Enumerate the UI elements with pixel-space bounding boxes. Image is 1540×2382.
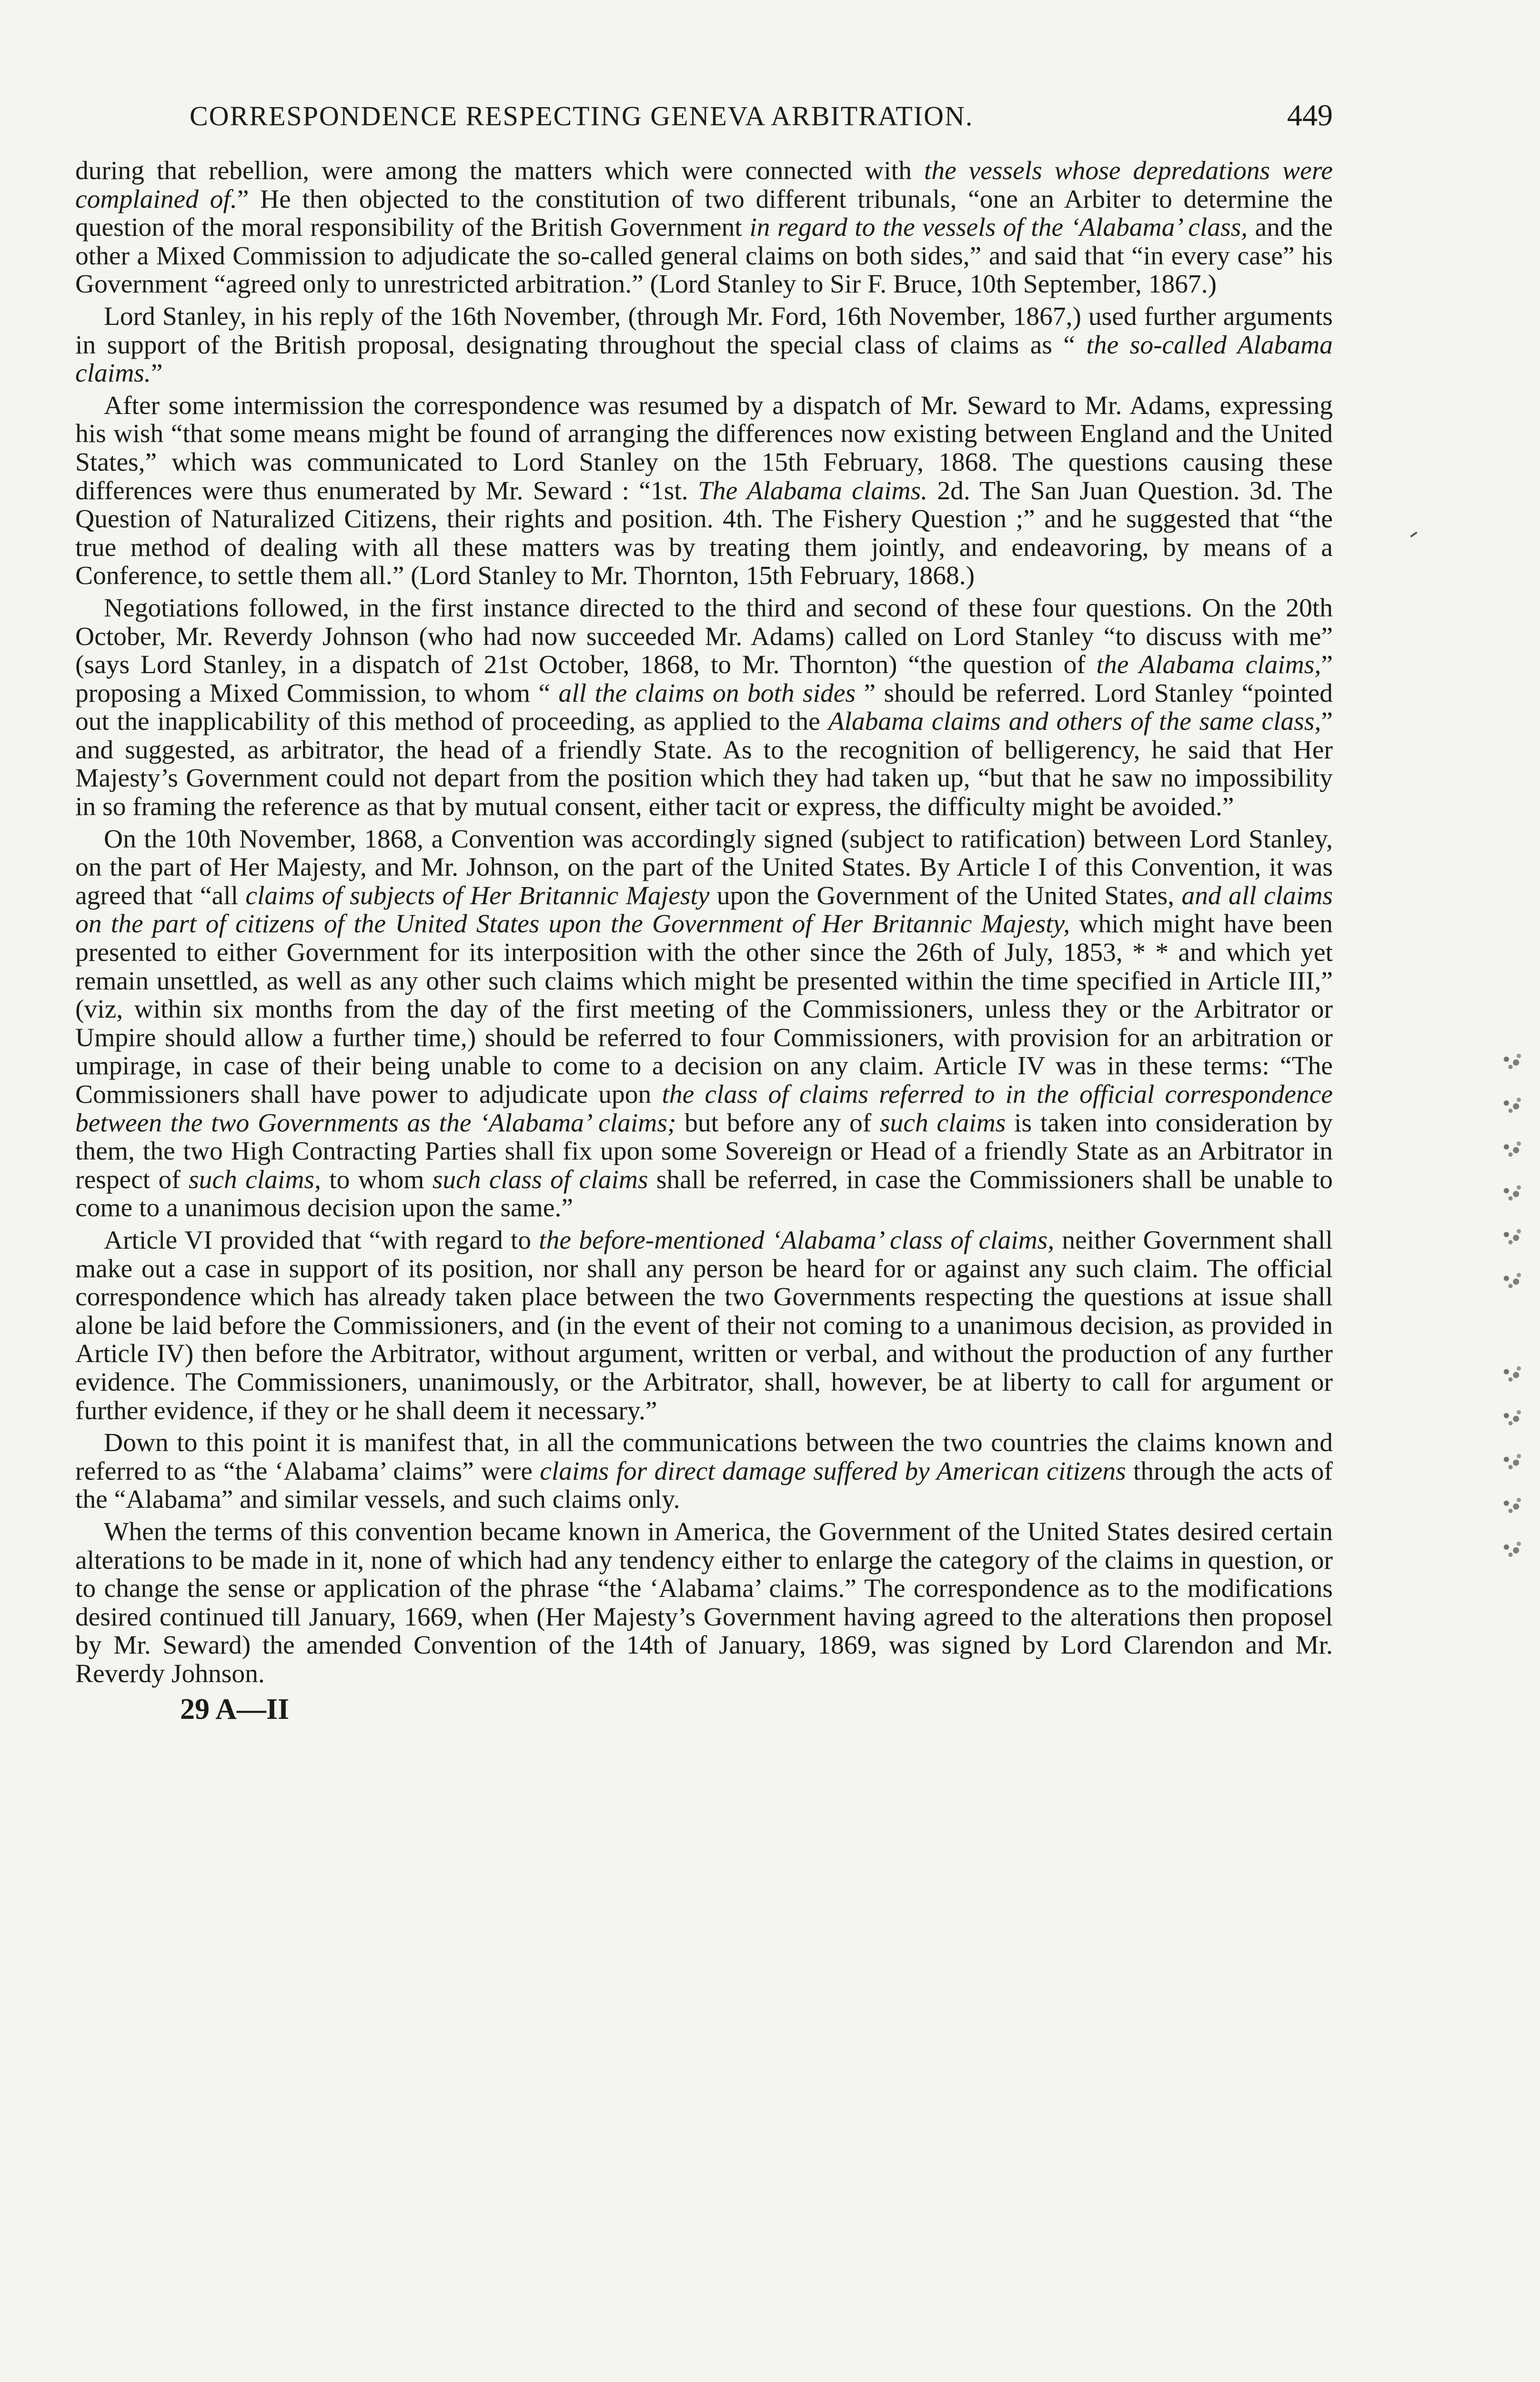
italic-run: the Alabama claims, [1096, 650, 1321, 680]
text-run: Lord Stanley, in his reply of the 16th November, (through Mr. Ford, 16th November, 1867,) used further arguments in support of the British proposal, designating throughout the special class of claims as “ [75, 302, 1333, 360]
italic-run: claims of subjects of Her Britannic Majesty [245, 881, 710, 910]
paragraph [75, 594, 1333, 821]
text-run: through the acts of the “Alabama” and similar vessels, and such claims only. [75, 1456, 1333, 1514]
text-run: is taken into consideration by them, the two High Contracting Parties shall fix upon some Sovereign or Head of a friendly State as an Arbitrator in respect of [75, 1108, 1333, 1194]
paragraph [75, 392, 1333, 590]
italic-run: all the claims on both sides [558, 678, 856, 708]
italic-run: the so-called Alabama claims. [75, 330, 1333, 388]
text-run: shall be referred, in case the Commissioners shall be unable to come to a unanimous decision upon the same.” [75, 1165, 1333, 1223]
italic-run: The Alabama claims. [697, 476, 928, 505]
paragraph [75, 1429, 1333, 1514]
paragraph [75, 1518, 1333, 1688]
italic-run: such claims [880, 1108, 1006, 1138]
text-run: On the 10th November, 1868, a Convention was accordingly signed (subject to ratification) between Lord Stanley, on the part of Her Majesty, and Mr. Johnson, on the part of the United States. By Article I of this Convention, it was agreed that “all [75, 824, 1333, 910]
text-run: ” should be referred. Lord Stanley “pointed out the inapplicability of this method of proceeding, as applied to the [75, 678, 1333, 737]
text-run: which might have been presented to either Government for its interposition with the other since the 26th of July, 1853, * * and which yet remain unsettled, as well as any other such claims which might be presented within the time specified in Article III,” (viz, within six months from the day of the first meeting of the Commissioners, unless they or the Arbitrator or Umpire should allow a further time,) should be referred to four Commissioners, with provision for an arbitration or umpirage, in case of their being unable to come to a decision on any claim. Article IV was in these terms: “The Commissioners shall have power to adjudicate upon [75, 909, 1333, 1109]
text-run: After some intermission the correspondence was resumed by a dispatch of Mr. Seward to Mr. Adams, expressing his wish “that some means might be found of arranging the differences now existing between England and the United States,” which was communicated to Lord Stanley on the 15th February, 1868. The questions causing these differences were thus enumerated by Mr. Seward : “1st. [75, 391, 1333, 505]
italic-run: and all claims on the part of citizens of the United States upon the Government of Her Britannic Majesty, [75, 881, 1333, 939]
paragraph [75, 157, 1333, 299]
text-run: ” He then objected to the constitution of two different tribunals, “one an Arbiter to determine the question of the moral responsibility of the British Government [75, 184, 1333, 242]
margin-smudge [1498, 1094, 1526, 1116]
text-run: Negotiations followed, in the first instance directed to the third and second of these four questions. On the 20th October, Mr. Reverdy Johnson (who had now succeeded Mr. Adams) called on Lord Stanley “to discuss with me” (says Lord Stanley, in a dispatch of 21st October, 1868, to Mr. Thornton) “the question of [75, 593, 1333, 680]
paragraph [75, 303, 1333, 388]
paragraph [75, 825, 1333, 1222]
italic-run: the class of claims referred to in the official correspondence between the two Governments as the ‘Alabama’ claims; [75, 1080, 1333, 1138]
signature-mark: 29 A—II [180, 1693, 290, 1726]
page-number: 449 [1287, 98, 1333, 132]
margin-smudge [1498, 1050, 1526, 1072]
text-run: to whom [321, 1165, 433, 1194]
paragraph [75, 1226, 1333, 1425]
margin-smudges [1498, 1050, 1531, 1582]
italic-run: such claims, [189, 1165, 321, 1194]
running-title: CORRESPONDENCE RESPECTING GENEVA ARBITRATION. [190, 101, 974, 131]
margin-smudge [1498, 1182, 1526, 1204]
margin-smudge [1498, 1451, 1526, 1473]
margin-smudge [1498, 1226, 1526, 1248]
text-run: ” [151, 359, 163, 388]
text-run: during that rebellion, were among the matters which were connected with [75, 156, 924, 185]
margin-smudge [1498, 1407, 1526, 1429]
text-run: ” proposing a Mixed Commission, to whom “ [75, 650, 1333, 708]
italic-run: Alabama claims and others of the same class, [828, 707, 1321, 737]
margin-smudge [1498, 1363, 1526, 1385]
margin-smudge [1498, 1538, 1526, 1560]
italic-run: such class of claims [432, 1165, 648, 1194]
text-run: neither Government shall make out a case in support of its position, nor shall any person be heard for or against any such claim. The official correspondence which has already taken place between the two Governments respecting the questions at issue shall alone be laid before the Commissioners, and (in the event of their not coming to a unanimous decision, as provided in Article IV) then before the Arbitrator, without argument, written or verbal, and without the production of any further evidence. The Commissioners, unanimously, or the Arbitrator, shall, however, be at liberty to call for argument or further evidence, if they or he shall deem it necessary.” [75, 1225, 1333, 1425]
italic-run: the before-mentioned ‘Alabama’ class of claims, [539, 1225, 1055, 1255]
text-run: ” and suggested, as arbitrator, the head of a friendly State. As to the recognition of belligerency, he said that Her Majesty’s Government could not depart from the position which they had taken up, “but that he saw no impossibility in so framing the reference as that by mutual consent, either tacit or express, the difficulty might be avoided.” [75, 707, 1333, 822]
margin-smudge [1498, 1270, 1526, 1292]
body-text [75, 157, 1333, 1688]
text-run: Down to this point it is manifest that, in all the communications between the two countries the claims known and referred to as “the ‘Alabama’ claims” were [75, 1428, 1333, 1486]
text-run: When the terms of this convention became known in America, the Government of the United States desired certain alterations to be made in it, none of which had any tendency either to enlarge the category of the claims in question, or to change the sense or application of the phrase “the ‘Alabama’ claims.” The correspondence as to the modifications desired continued till January, 1669, when (Her Majesty’s Government having agreed to the alterations then proposel by Mr. Seward) the amended Convention of the 14th of January, 1869, was signed by Lord Clarendon and Mr. Reverdy Johnson. [75, 1517, 1333, 1688]
text-run: and the other a Mixed Commission to adjudicate the so-called general claims on both sides,” and said that “in every case” his Government “agreed only to unrestricted arbitration.” (Lord Stanley to Sir F. Bruce, 10th September, 1867.) [75, 213, 1333, 299]
document-page [75, 98, 1333, 1726]
text-run: but before any of [676, 1108, 880, 1138]
margin-smudge [1498, 1138, 1526, 1160]
italic-run: claims for direct damage suffered by American citizens [540, 1456, 1126, 1486]
text-run: upon the Government of the United States, [709, 881, 1182, 910]
stray-mark [1410, 532, 1417, 537]
italic-run: in regard to the vessels of the ‘Alabama’ class, [749, 213, 1248, 242]
margin-smudge [1498, 1494, 1526, 1516]
text-run: Article VI provided that “with regard to [104, 1225, 539, 1255]
running-header [75, 98, 1333, 133]
text-run: 2d. The San Juan Question. 3d. The Question of Naturalized Citizens, their rights and position. 4th. The Fishery Question ;” and he suggested that “the true method of dealing with all these matters was by treating them jointly, and endeavoring, by means of a Conference, to settle them all.” (Lord Stanley to Mr. Thornton, 15th February, 1868.) [75, 476, 1333, 591]
italic-run: the vessels whose depredations were complained of. [75, 156, 1333, 214]
